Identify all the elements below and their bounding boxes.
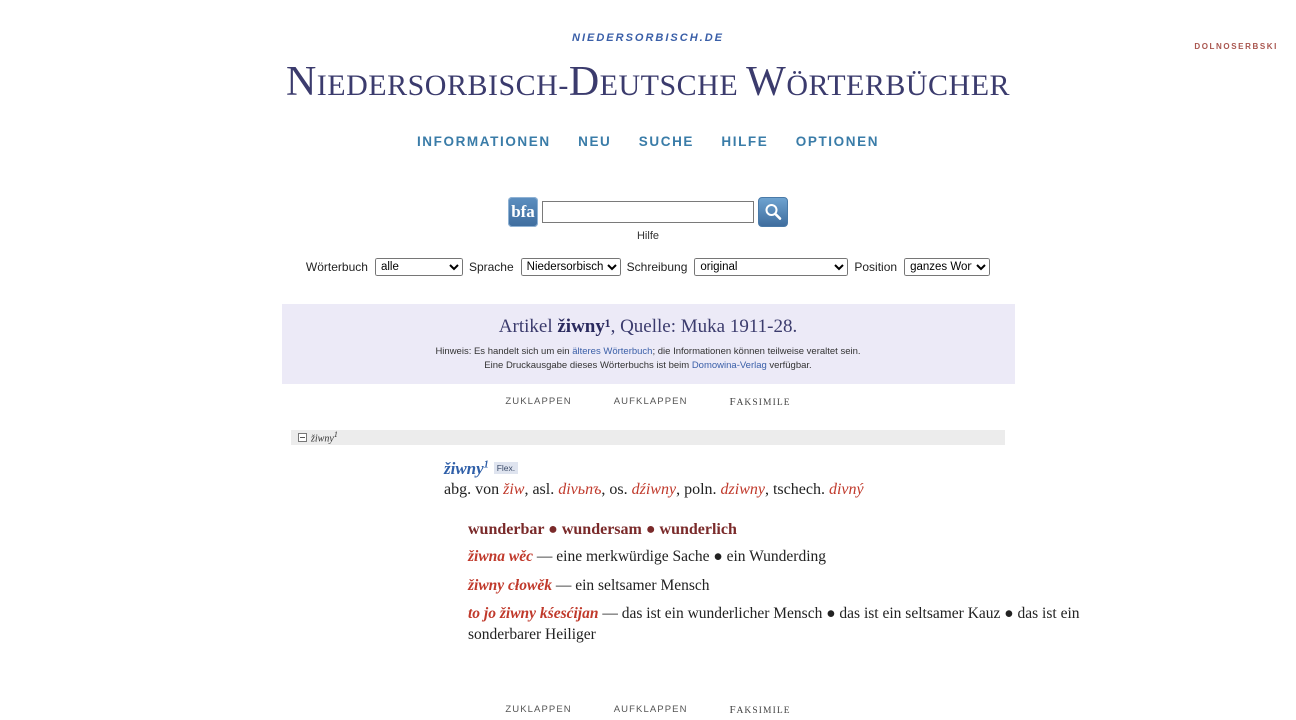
site-tag: NIEDERSORBISCH.DE (572, 32, 724, 44)
page-title-eutsche: EUTSCHE (599, 69, 747, 102)
search-filters (0, 258, 1296, 276)
etymology-sep-1: , asl. (524, 480, 559, 498)
hint-line1-a: Hinweis: Es handelt sich um ein (435, 346, 573, 358)
article-banner-lemma: žiwny¹ (557, 316, 611, 338)
collapse-button-top[interactable]: ZUKLAPPEN (505, 395, 572, 407)
hint-link-aelteres-woerterbuch[interactable]: älteres Wörterbuch (572, 346, 653, 358)
entry-gloss-line (468, 521, 1148, 539)
entry-example (468, 604, 1148, 646)
example-translation-1: eine merkwürdige Sache ● ein Wunderding (556, 547, 826, 565)
search-help-link-wrap (0, 230, 1296, 242)
filter-label-sprache: Sprache (468, 260, 514, 275)
page-title-w: W (746, 59, 787, 105)
gloss-2: wundersam (561, 520, 642, 538)
flex-badge[interactable]: Flex. (494, 462, 518, 474)
tree-collapse-icon[interactable] (298, 433, 307, 442)
example-dash-1: — (536, 547, 553, 565)
nav-item-suche[interactable]: SUCHE (638, 134, 695, 150)
nav-item-hilfe[interactable]: HILFE (721, 134, 769, 150)
page-title-iedersorbisch: IEDERSORBISCH- (316, 69, 569, 102)
etymology-form-2: divьnъ (558, 480, 602, 498)
article-banner (282, 304, 1015, 384)
collapse-button-bottom[interactable]: ZUKLAPPEN (505, 704, 572, 716)
tree-lemma (311, 430, 338, 444)
article-banner-prefix: Artikel (498, 316, 558, 338)
hint-link-domowina-verlag[interactable]: Domowina-Verlag (691, 360, 767, 372)
etymology-form-1: žiw (503, 480, 525, 498)
hint-line1-b: ; die Informationen können teilweise veraltet sein. (652, 346, 861, 358)
gloss-3: wunderlich (659, 520, 737, 538)
article-banner-headline (290, 316, 1007, 338)
example-dash-3: — (602, 605, 618, 623)
facsimile-rest-bottom: AKSIMILE (736, 706, 791, 717)
etymology-prefix: abg. von (444, 480, 504, 498)
etymology-form-3: dźiwny (631, 480, 677, 498)
article-toolbar-top (0, 396, 1296, 408)
entry-etymology (444, 481, 1148, 499)
entry-tree-bar[interactable] (291, 430, 1005, 445)
page-title-d: D (568, 59, 600, 105)
main-navigation (0, 134, 1296, 149)
search-input[interactable] (542, 201, 754, 223)
example-translation-3: das ist ein wunderlicher Mensch ● das ist ein seltsamer Kauz ● das ist ein sonderbarer Heiliger (468, 605, 1080, 644)
nav-item-optionen[interactable]: OPTIONEN (795, 134, 880, 150)
tree-lemma-sup: 1 (333, 429, 338, 439)
filter-select-woerterbuch[interactable] (375, 258, 463, 276)
hint-line2-b: verfügbar. (766, 360, 812, 372)
gloss-1: wunderbar (468, 520, 545, 538)
search-icon (763, 202, 783, 222)
entry-senses (444, 521, 1148, 647)
tree-lemma-text: žiwny (311, 433, 334, 445)
article-banner-suffix: , Quelle: Muka 1911-28. (610, 316, 798, 338)
entry-headword-sup: 1 (483, 458, 489, 470)
example-source-3: to jo žiwny kśesćijan (468, 605, 599, 623)
example-source-2: žiwny cłowěk (468, 576, 552, 594)
example-dash-2: — (555, 576, 572, 594)
expand-button-top[interactable]: AUFKLAPPEN (613, 395, 688, 407)
filter-label-schreibung: Schreibung (626, 260, 688, 275)
entry-example (468, 576, 1148, 597)
page-title (0, 58, 1296, 106)
page-title-n: N (285, 59, 317, 105)
search-help-link[interactable]: Hilfe (636, 230, 659, 243)
facsimile-rest-top: AKSIMILE (736, 397, 791, 408)
filter-select-schreibung[interactable] (694, 258, 848, 276)
entry-headword (444, 459, 1148, 479)
gloss-separator-2: ● (645, 520, 656, 538)
article-banner-hint (290, 345, 1007, 374)
expand-button-bottom[interactable]: AUFKLAPPEN (613, 704, 688, 716)
etymology-sep-2: , os. (601, 480, 632, 498)
example-translation-2: ein seltsamer Mensch (575, 576, 710, 594)
article-toolbar-bottom (0, 704, 1296, 716)
search-bar (0, 197, 1296, 227)
gloss-separator-1: ● (548, 520, 558, 538)
facsimile-cap-bottom: F (729, 704, 737, 717)
filter-select-sprache[interactable] (521, 258, 621, 276)
page-title-oerterbuecher: ÖRTERBÜCHER (786, 69, 1011, 102)
facsimile-cap-top: F (729, 395, 737, 408)
nav-item-informationen[interactable]: INFORMATIONEN (416, 134, 551, 150)
example-source-1: žiwna wěc (468, 547, 534, 565)
etymology-form-4: dziwny (720, 480, 765, 498)
bfa-logo-icon: bfa (508, 197, 538, 227)
nav-item-neu[interactable]: NEU (578, 134, 612, 150)
filter-label-position: Position (854, 260, 898, 275)
entry-example (468, 547, 1148, 568)
facsimile-button-top[interactable] (730, 396, 791, 408)
search-button[interactable] (758, 197, 788, 227)
etymology-sep-4: , tschech. (764, 480, 829, 498)
filter-label-woerterbuch: Wörterbuch (305, 260, 368, 275)
corner-brand-label: DOLNOSERBSKI (1194, 42, 1278, 51)
entry-headword-text: žiwny (444, 458, 484, 478)
dictionary-entry (148, 459, 1148, 647)
etymology-form-5: divný (828, 480, 864, 498)
hint-line2-a: Eine Druckausgabe dieses Wörterbuchs ist beim (484, 360, 692, 372)
filter-select-position[interactable] (904, 258, 990, 276)
facsimile-button-bottom[interactable] (730, 704, 791, 716)
etymology-sep-3: , poln. (676, 480, 721, 498)
